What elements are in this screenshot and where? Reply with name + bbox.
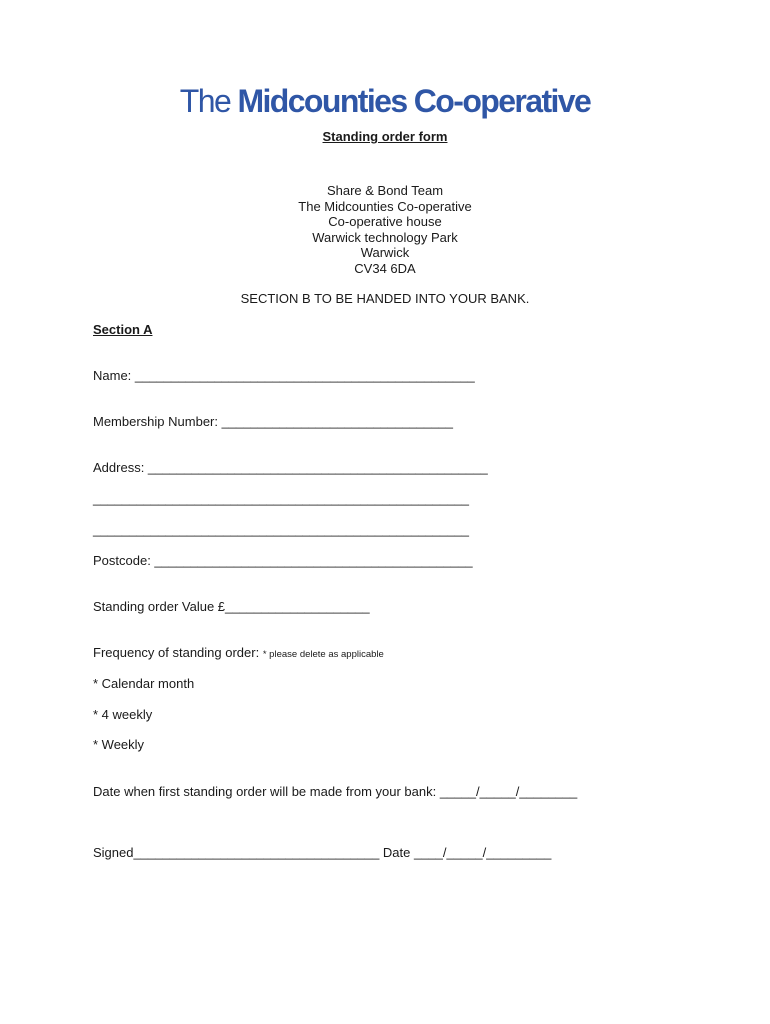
address-line-postcode: CV34 6DA <box>354 260 416 276</box>
frequency-note: * please delete as applicable <box>262 649 384 660</box>
address-line-company: The Midcounties Co-operative <box>298 198 472 214</box>
bank-notice: SECTION B TO BE HANDED INTO YOUR BANK. <box>240 291 530 306</box>
standing-order-value-field[interactable]: Standing order Value £____________________ <box>93 599 370 614</box>
postal-address <box>0 183 770 276</box>
frequency-label-text: Frequency of standing order: <box>93 645 260 660</box>
frequency-label <box>93 645 384 663</box>
company-logo <box>0 82 770 120</box>
address-field-line-2[interactable]: ____________________________________________________ <box>93 491 469 506</box>
first-payment-date-field[interactable]: Date when first standing order will be made from your bank: _____/_____/________ <box>93 784 578 799</box>
section-a-heading: Section A <box>93 322 153 337</box>
name-field[interactable]: Name: _______________________________________________ <box>93 368 475 383</box>
address-field-line-3[interactable]: ____________________________________________________ <box>93 522 469 537</box>
address-line-town: Warwick <box>360 245 410 260</box>
frequency-option-weekly[interactable]: * Weekly <box>93 737 145 752</box>
postcode-field[interactable]: Postcode: ____________________________________________ <box>93 553 473 568</box>
page-title: Standing order form <box>322 129 448 144</box>
logo-text-name: Midcounties Co-operative <box>237 83 591 119</box>
address-line-park: Warwick technology Park <box>312 229 458 245</box>
frequency-option-4-weekly[interactable]: * 4 weekly <box>93 707 153 722</box>
address-field[interactable]: Address: _______________________________________________ <box>93 460 488 475</box>
address-line-building: Co-operative house <box>328 214 442 229</box>
logo-text-the: The <box>179 83 231 119</box>
membership-number-field[interactable]: Membership Number: ________________________________ <box>93 414 453 429</box>
address-line-team: Share & Bond Team <box>326 183 444 198</box>
signature-date-field[interactable]: Signed__________________________________ Date ____/_____/_________ <box>93 845 552 860</box>
frequency-option-calendar-month[interactable]: * Calendar month <box>93 676 195 691</box>
